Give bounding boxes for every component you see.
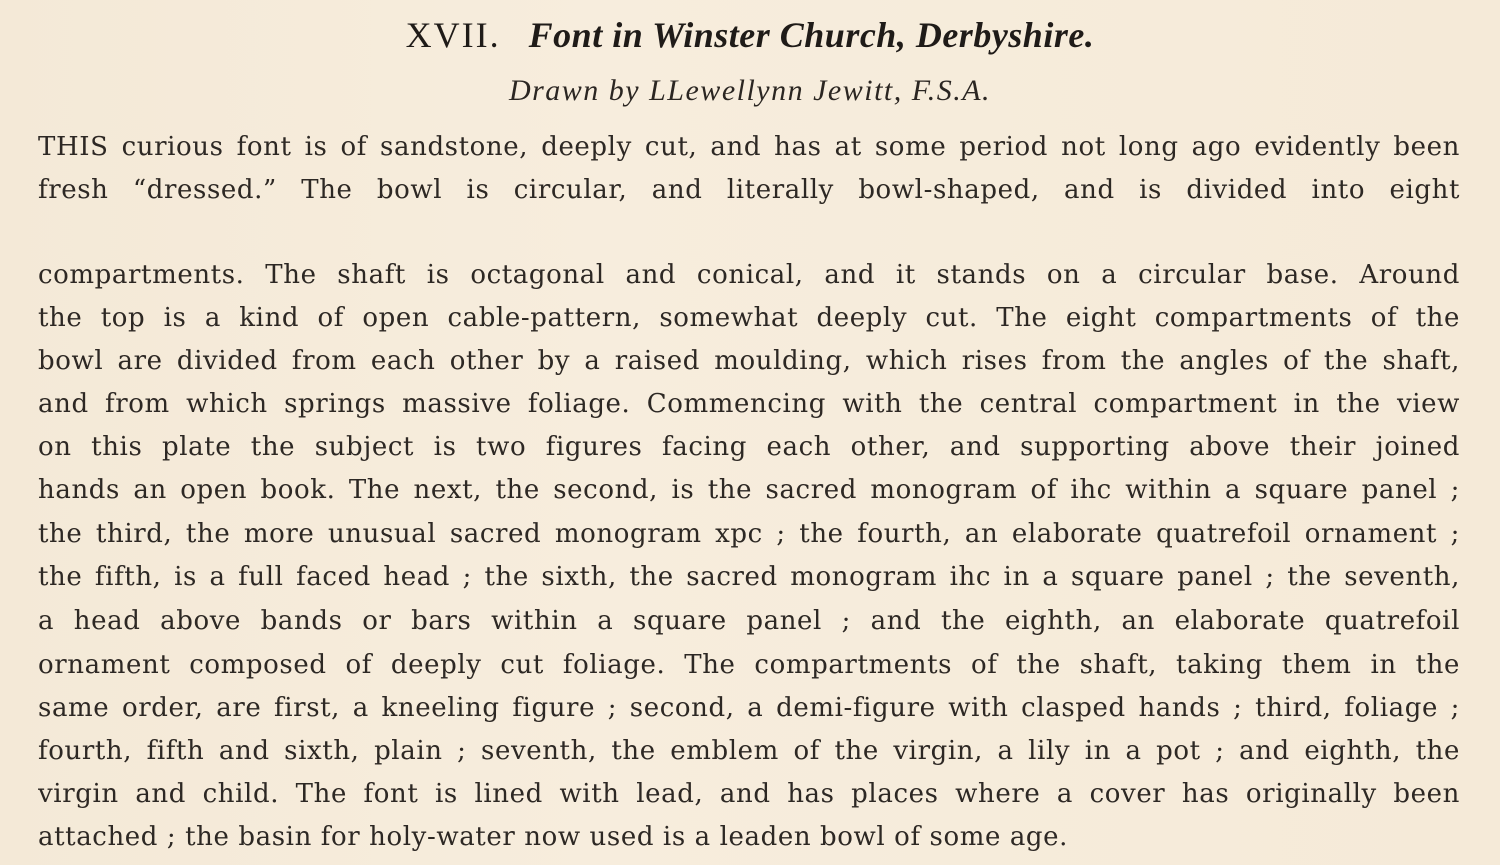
text-line	[38, 132, 1460, 172]
text-line-content: curious font is of sandstone, deeply cut, and has at some period not long ago evidently been	[108, 132, 1460, 162]
text-line: virgin and child. The font is lined with lead, and has places where a cover has originally been	[38, 779, 1460, 809]
plate-number: XVII.	[405, 15, 501, 55]
text-line: the top is a kind of open cable-pattern, somewhat deeply cut. The eight compartments of the	[38, 303, 1460, 333]
text-line: the fifth, is a full faced head ; the sixth, the sacred monogram ihc in a square panel ; the seventh,	[38, 562, 1460, 592]
text-line: ornament composed of deeply cut foliage. The compartments of the shaft, taking them in the	[38, 650, 1460, 680]
text-line: and from which springs massive foliage. Commencing with the central compartment in the view	[38, 389, 1460, 419]
text-line: fresh “dressed.” The bowl is circular, and literally bowl-shaped, and is divided into eight	[38, 175, 1460, 205]
opening-word: THIS	[38, 132, 109, 162]
text-line: attached ; the basin for holy-water now used is a leaden bowl of some age.	[38, 822, 1069, 852]
text-line: compartments. The shaft is octagonal and conical, and it stands on a circular base. Around	[38, 260, 1460, 290]
text-line: hands an open book. The next, the second, is the sacred monogram of ihc within a square panel ;	[38, 475, 1460, 505]
text-line: on this plate the subject is two figures facing each other, and supporting above their joined	[38, 432, 1460, 462]
text-line: bowl are divided from each other by a raised moulding, which rises from the angles of the shaft,	[38, 346, 1460, 376]
plate-heading	[0, 14, 1500, 56]
text-line: a head above bands or bars within a square panel ; and the eighth, an elaborate quatrefoil	[38, 606, 1460, 636]
text-line: fourth, fifth and sixth, plain ; seventh, the emblem of the virgin, a lily in a pot ; and eighth, the	[38, 736, 1460, 766]
text-line: same order, are first, a kneeling figure ; second, a demi-figure with clasped hands ; third, foliage ;	[38, 693, 1460, 723]
plate-title: Font in Winster Church, Derbyshire.	[528, 15, 1095, 55]
text-line: the third, the more unusual sacred monogram xpc ; the fourth, an elaborate quatrefoil ornament ;	[38, 519, 1460, 549]
plate-byline: Drawn by LLewellynn Jewitt, F.S.A.	[508, 74, 992, 107]
